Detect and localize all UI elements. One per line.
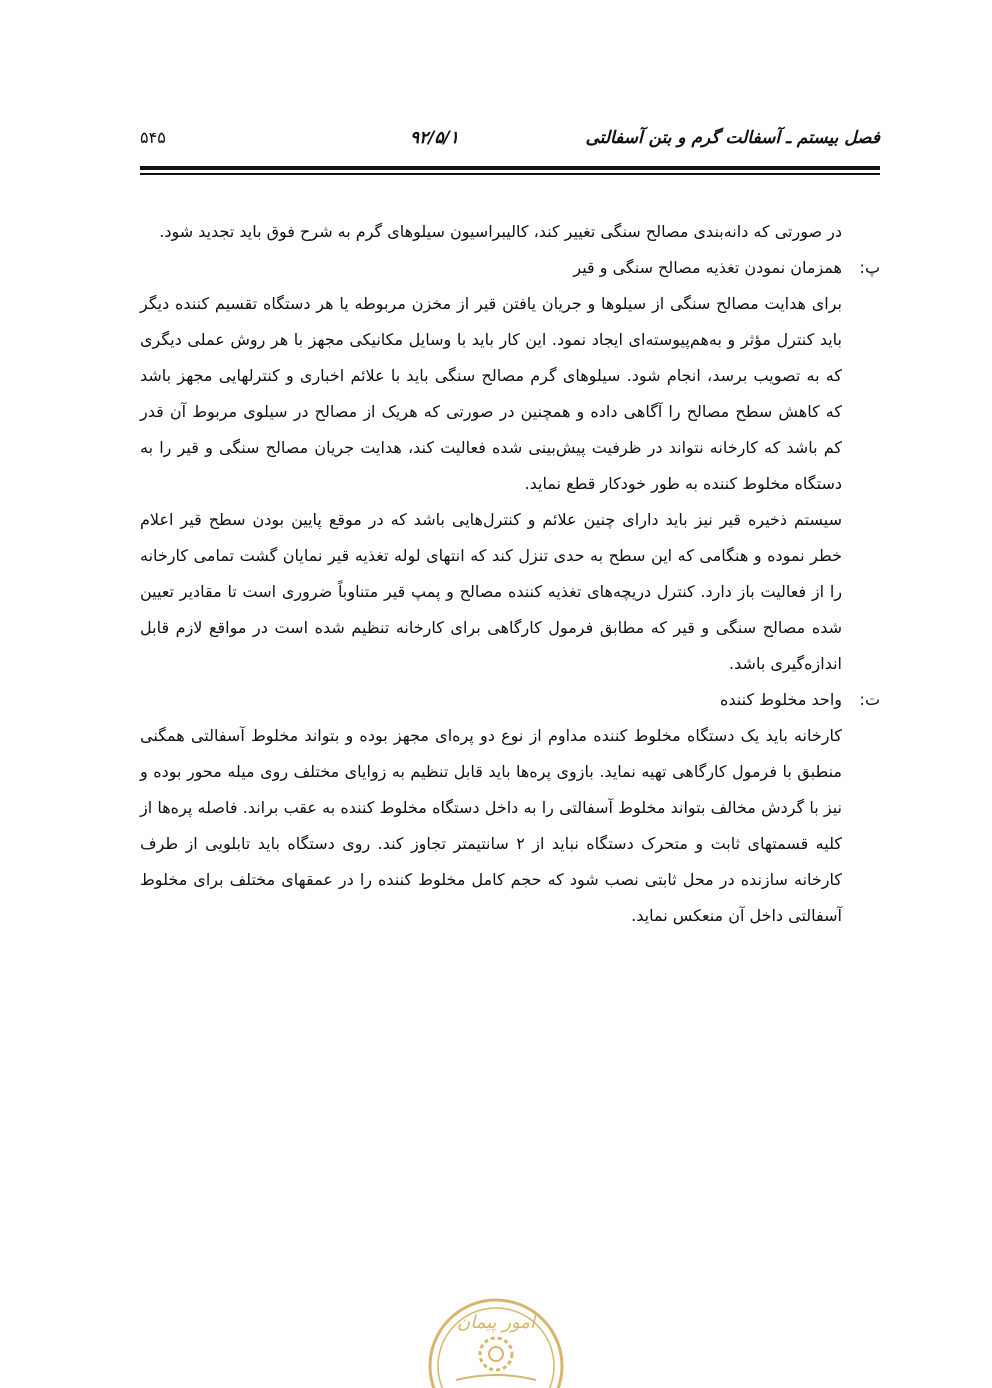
item-label: ت: (859, 690, 880, 709)
watermark-logo (396, 1288, 596, 1388)
chapter-title: فصل بیستم ـ آسفالت گرم و بتن آسفالتی (585, 128, 880, 148)
item-heading: واحد مخلوط کننده (720, 690, 842, 709)
page-number: ۵۴۵ (140, 128, 166, 147)
header-rule-thick (140, 166, 880, 170)
item-heading: همزمان نمودن تغذیه مصالح سنگی و قیر (573, 258, 842, 277)
header-date: ۹۲/۵/۱ (410, 128, 459, 148)
body-text (140, 214, 880, 934)
paragraph: برای هدایت مصالح سنگی از سیلوها و جریان یافتن قیر از مخزن مربوطه یا هر دستگاه تقسیم کننده دیگر باید کنترل مؤثر و به‌هم‌پیوسته‌ای ایجاد نمود. این کار باید با وسایل مکانیکی مجهز با هر روش عملی دیگری که به تصویب برسد، انجام شود. سیلوهای گرم مصالح سنگی باید با علائم اخباری و کنترلهایی مجهز باشد که کاهش سطح مصالح را آگاهی داده و همچنین در صورتی که هریک از مصالح در سیلوی مربوط آن قدر کم باشد که کارخانه نتواند در ظرفیت پیش‌بینی شده فعالیت کند، هدایت جریان مصالح سنگی و قیر را به دستگاه مخلوط کننده به طور خودکار قطع نماید. (140, 294, 842, 493)
seal-icon (396, 1288, 596, 1388)
paragraph: کارخانه باید یک دستگاه مخلوط کننده مداوم از نوع دو پره‌ای مجهز بوده و بتواند مخلوط آسفالتی همگنی منطبق با فرمول کارگاهی تهیه نماید. بازوی پره‌ها باید قابل تنظیم به زوایای مختلف روی میله محور بوده و نیز با گردش مخالف بتواند مخلوط آسفالتی را به داخل دستگاه مخلوط کننده به عقب براند. فاصله پره‌ها از کلیه قسمتهای ثابت و متحرک دستگاه نباید از ۲ سانتیمتر تجاوز کند. روی دستگاه باید تابلویی از طرف کارخانه سازنده در محل ثابتی نصب شود که حجم کامل مخلوط کننده را در عمقهای مختلف برای مخلوط آسفالتی داخل آن منعکس نماید. (140, 726, 842, 925)
item-label: پ: (859, 258, 880, 277)
svg-text:امور پیمان: امور پیمان (457, 1312, 535, 1333)
page-header (140, 128, 880, 162)
list-item (140, 250, 880, 286)
header-rule-thin (140, 173, 880, 175)
paragraph: در صورتی که دانه‌بندی مصالح سنگی تغییر کند، کالیبراسیون سیلوهای گرم به شرح فوق باید تجدید شود. (159, 222, 842, 241)
paragraph: سیستم ذخیره قیر نیز باید دارای چنین علائم و کنترل‌هایی باشد که در موقع پایین بودن سطح قیر اعلام خطر نموده و هنگامی که این سطح به حدی تنزل کند که انتهای لوله تغذیه قیر نمایان گشت تمامی کارخانه را از فعالیت باز دارد. کنترل دریچه‌های تغذیه کننده مصالح و پمپ قیر متناوباً ضروری است تا مقادیر تعیین شده مصالح سنگی و قیر که مطابق فرمول کارگاهی برای کارخانه تنظیم شده است در مواقع لازم قابل اندازه‌گیری باشد. (140, 510, 842, 673)
list-item (140, 682, 880, 718)
